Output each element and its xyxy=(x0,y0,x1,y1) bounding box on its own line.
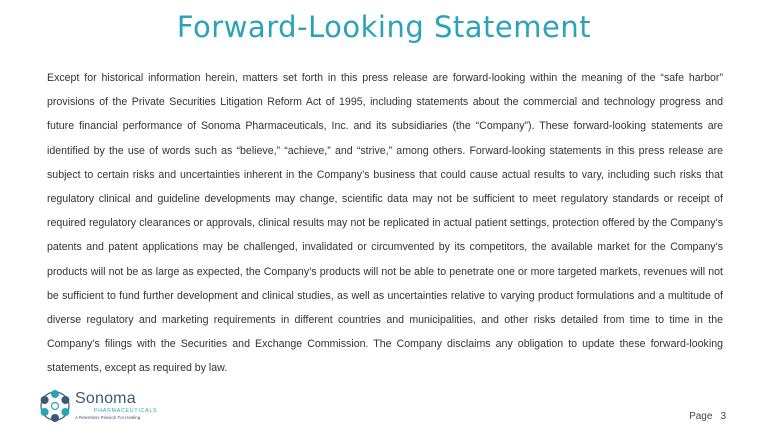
logo-tagline: A Relentless Passion For Healing xyxy=(75,415,141,420)
page-indicator xyxy=(689,411,726,422)
page-label: Page xyxy=(689,411,713,422)
slide-body-text: Except for historical information herein, matters set forth in this press release are forward-looking within the meaning of the “safe harbor” provisions of the Private Securities Litigation Reform Act of 1995, including statements about the commercial and technology progress and future financial performance of Sonoma Pharmaceuticals, Inc. and its subsidiaries (the “Company”). These forward-looking statements are identified by the use of words such as “believe,” “achieve,” and “strive,” among others. Forward-looking statements in this press release are subject to certain risks and uncertainties inherent in the Company’s business that could cause actual results to vary, including such risks that regulatory clinical and guideline developments may change, scientific data may not be sufficient to meet regulatory standards or receipt of required regulatory clearances or approvals, clinical results may not be replicated in actual patient settings, protection offered by the Company’s patents and patent applications may be challenged, invalidated or circumvented by its competitors, the available market for the Company’s products will not be as large as expected, the Company’s products will not be able to penetrate one or more targeted markets, revenues will not be sufficient to fund further development and clinical studies, as well as uncertainties relative to varying product formulations and a multitude of diverse regulatory and marketing requirements in different countries and municipalities, and other risks detailed from time to time in the Company’s filings with the Securities and Exchange Commission. The Company disclaims any obligation to update these forward-looking statements, except as required by law. xyxy=(47,72,723,375)
logo-wordmark: Sonoma xyxy=(75,390,136,407)
sonoma-logo-icon xyxy=(38,389,72,423)
logo-subtitle: PHARMACEUTICALS xyxy=(94,408,158,414)
page-number: 3 xyxy=(720,411,726,422)
slide-title: Forward-Looking Statement xyxy=(176,10,592,44)
company-logo xyxy=(38,389,168,425)
